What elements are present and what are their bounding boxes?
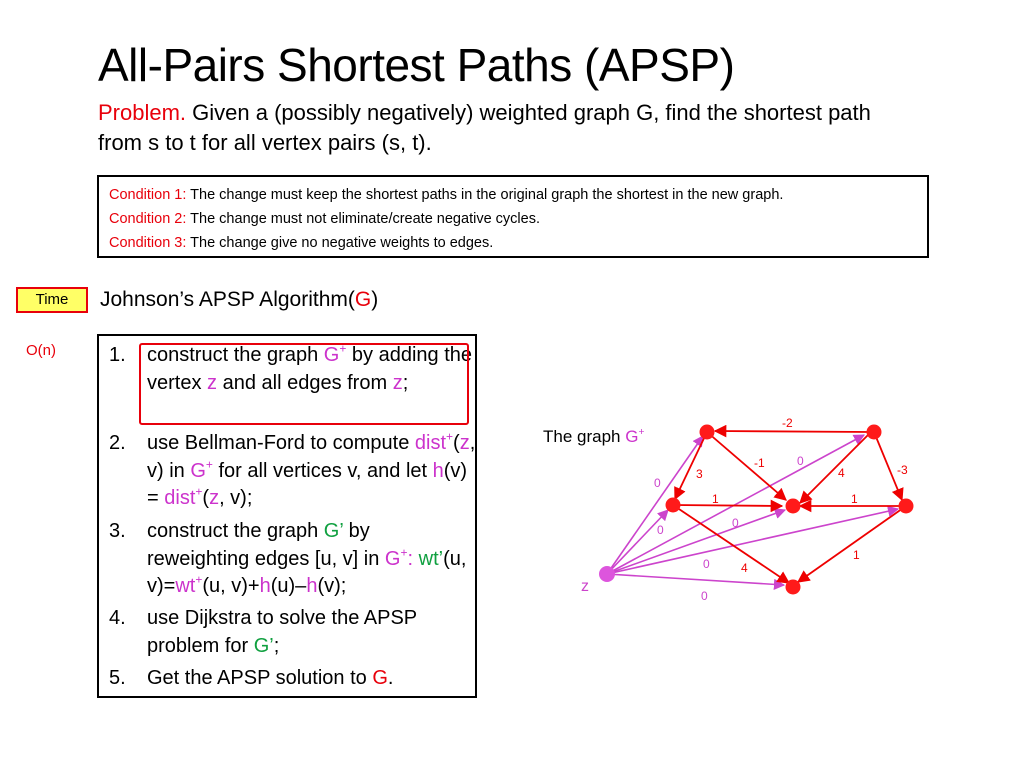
- step-3-text-f: (v);: [317, 575, 347, 597]
- step-1-complexity: O(n): [26, 342, 56, 359]
- step-2-text-b: , v) in: [147, 432, 476, 482]
- vertex-a: [700, 425, 715, 440]
- edge-z-f: [607, 574, 784, 585]
- paren: (: [453, 432, 460, 454]
- weight-prime: wt’: [418, 547, 444, 570]
- plus-sup: +: [195, 572, 203, 587]
- step-3-text-b: by reweighting edges [u, v] in: [147, 520, 385, 570]
- step-4-text-a: use Dijkstra to solve the APSP problem for: [147, 607, 417, 657]
- edge-a-d: [675, 432, 707, 499]
- weight-label: 1: [712, 492, 719, 506]
- problem-label: Problem.: [98, 100, 187, 125]
- step-1-text-b: by adding the vertex: [147, 344, 473, 394]
- edge-b-a: [715, 431, 871, 432]
- step-number: 2.: [109, 432, 126, 454]
- condition-1-text: The change must keep the shortest paths in the original graph the shortest in the new graph.: [190, 187, 784, 203]
- colon: :: [407, 547, 414, 570]
- potential-h: h: [259, 575, 271, 597]
- step-2-text-e: , v);: [219, 487, 253, 509]
- step-number: 5.: [109, 667, 126, 689]
- z-vertex-label: z: [581, 578, 589, 595]
- graph-g-plus: G: [384, 547, 401, 570]
- step-number: 4.: [109, 607, 126, 629]
- vertex-z: [599, 566, 615, 582]
- graph-g-plus: G: [190, 459, 206, 482]
- graph-g-prime: G’: [253, 634, 274, 657]
- condition-3-text: The change give no negative weights to edges.: [190, 235, 494, 251]
- weight-label: 3: [696, 467, 703, 481]
- algorithm-name-arg: G: [354, 288, 372, 311]
- vertex-z: z: [209, 487, 220, 509]
- graph-label-g: G: [625, 427, 639, 446]
- weight-plus: wt: [175, 575, 196, 597]
- vertex-z: z: [459, 432, 470, 454]
- plus-sup: +: [446, 429, 454, 444]
- step-5-text-a: Get the APSP solution to: [147, 667, 373, 689]
- graph-g: G: [372, 667, 388, 689]
- edge-b-e: [800, 432, 871, 503]
- condition-2-text: The change must not eliminate/create negative cycles.: [190, 211, 540, 227]
- weight-label: 1: [853, 548, 860, 562]
- step-2-text-c: for all vertices v, and let: [212, 459, 433, 482]
- z-edge-weight-labels: [654, 454, 804, 603]
- plus-sup: +: [400, 545, 408, 560]
- graph-g-plus: G: [323, 344, 340, 366]
- step-3-text-c: (u, v)=: [147, 547, 467, 597]
- plus-sup: +: [339, 341, 347, 356]
- zero-weight-label: 0: [732, 516, 739, 530]
- edge-weight-labels: [696, 416, 908, 575]
- zero-weight-label: 0: [657, 523, 664, 537]
- potential-h: h: [306, 575, 318, 597]
- step-2-text-d: (v) =: [147, 459, 468, 509]
- step-4-text-b: ;: [273, 634, 280, 657]
- condition-2-label: Condition 2:: [109, 211, 187, 227]
- step-1-text-a: construct the graph: [147, 344, 324, 366]
- vertex-z: z: [207, 371, 218, 394]
- vertex-b: [867, 425, 882, 440]
- step-2-text-a: use Bellman-Ford to compute: [147, 432, 415, 454]
- plus-sup: +: [195, 484, 203, 499]
- paren: (: [202, 487, 210, 509]
- vertex-z: z: [392, 371, 403, 394]
- vertex-e: [786, 499, 801, 514]
- weight-label: 1: [851, 492, 858, 506]
- weight-label: -3: [897, 463, 908, 477]
- algorithm-name-prefix: Johnson’s APSP Algorithm(: [100, 288, 355, 311]
- dist-plus: dist: [164, 487, 196, 509]
- weight-label: 4: [741, 561, 748, 575]
- zero-weight-label: 0: [701, 589, 708, 603]
- zero-weight-label: 0: [797, 454, 804, 468]
- weight-label: -2: [782, 416, 793, 430]
- step-number: 3.: [109, 520, 126, 542]
- zero-weight-label: 0: [703, 557, 710, 571]
- step-1-text-d: ;: [402, 371, 409, 394]
- slide-title: All-Pairs Shortest Paths (APSP): [98, 39, 735, 91]
- vertex-f: [786, 580, 801, 595]
- step-3-text-d: (u, v)+: [202, 575, 260, 597]
- condition-3-label: Condition 3:: [109, 235, 187, 251]
- step-3-text-e: (u)–: [270, 575, 307, 597]
- step-1-text-c: and all edges from: [217, 371, 393, 394]
- graph-label-plus: +: [638, 426, 645, 438]
- graph-g-prime: G’: [323, 520, 344, 542]
- condition-1-label: Condition 1:: [109, 187, 187, 203]
- edge-a-e: [707, 432, 786, 500]
- step-number: 1.: [109, 344, 126, 366]
- problem-text: Given a (possibly negatively) weighted graph G, find the shortest path from s to t for all vertex pairs (s, t).: [98, 100, 871, 155]
- graph-label-text: The graph: [543, 427, 626, 446]
- potential-h: h: [432, 459, 444, 482]
- weight-label: -1: [754, 456, 765, 470]
- zero-weight-label: 0: [654, 476, 661, 490]
- step-5-text-b: .: [387, 667, 394, 689]
- edge-d-e: [673, 505, 782, 506]
- vertex-d: [666, 498, 681, 513]
- edge-c-f: [798, 506, 906, 582]
- edge-z-d: [607, 510, 668, 574]
- vertex-c: [899, 499, 914, 514]
- algorithm-name-suffix: ): [371, 288, 379, 311]
- plus-sup: +: [205, 457, 213, 472]
- z-edges: [607, 435, 898, 585]
- dist-plus: dist: [414, 432, 447, 454]
- weight-label: 4: [838, 466, 845, 480]
- step-3-text-a: construct the graph: [147, 520, 324, 542]
- time-badge: Time: [16, 287, 88, 313]
